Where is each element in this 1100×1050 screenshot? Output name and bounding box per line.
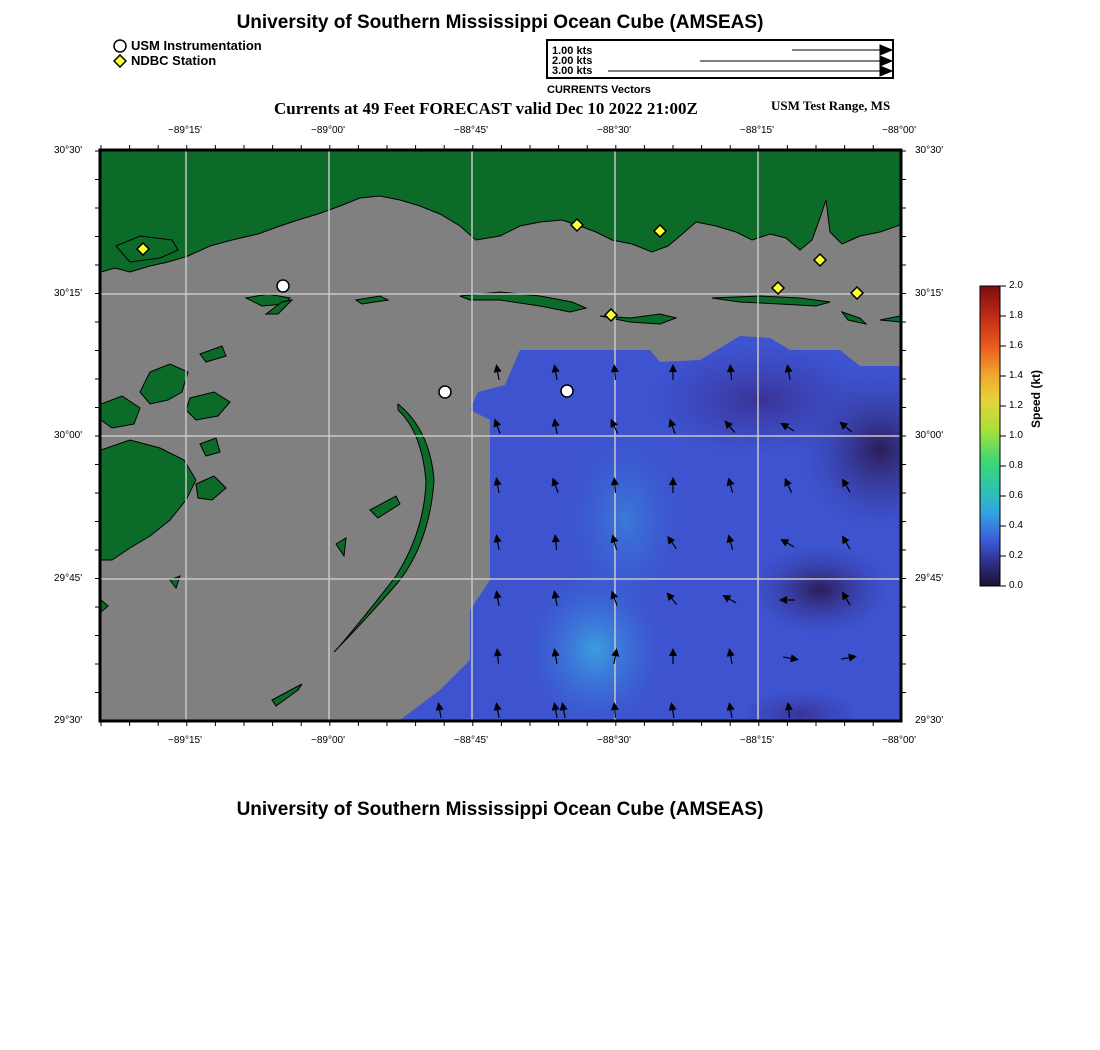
left-tick-label: 29°45'	[54, 573, 83, 584]
top-tick-label: −89°00'	[311, 125, 345, 136]
top-tick-label: −89°15'	[168, 125, 202, 136]
bottom-tick-label: −88°00'	[882, 735, 916, 746]
colorbar-tick-label: 1.6	[1009, 340, 1023, 351]
left-tick-label: 29°30'	[54, 715, 83, 726]
map-subtitle: Currents at 49 Feet FORECAST valid Dec 10 2022 21:00Z	[274, 99, 698, 118]
right-tick-label: 29°45'	[915, 573, 944, 584]
right-tick-label: 30°15'	[915, 288, 944, 299]
left-tick-label: 30°30'	[54, 145, 83, 156]
vector-scale-2: 2.00 kts	[552, 55, 593, 67]
legend-usm-label: USM Instrumentation	[131, 38, 262, 53]
top-tick-label: −88°15'	[740, 125, 774, 136]
page-title: University of Southern Mississippi Ocean Cube (AMSEAS)	[236, 12, 764, 33]
colorbar-tick-label: 2.0	[1009, 280, 1023, 291]
usm-instrument[interactable]	[561, 385, 573, 397]
colorbar-tick-label: 1.8	[1009, 310, 1023, 321]
right-tick-label: 29°30'	[915, 715, 944, 726]
colorbar-label: Speed (kt)	[1029, 369, 1043, 428]
right-tick-label: 30°30'	[915, 145, 944, 156]
top-tick-label: −88°45'	[454, 125, 488, 136]
colorbar-tick-label: 0.8	[1009, 460, 1023, 471]
vector-scale-3: 3.00 kts	[552, 65, 593, 77]
bottom-tick-label: −89°15'	[168, 735, 202, 746]
colorbar-tick-label: 0.6	[1009, 490, 1023, 501]
current-slow-area-2	[750, 545, 890, 635]
left-tick-label: 30°00'	[54, 430, 83, 441]
current-fast-area-2	[565, 430, 685, 610]
footer-title: University of Southern Mississippi Ocean Cube (AMSEAS)	[236, 799, 764, 820]
region-label: USM Test Range, MS	[771, 98, 891, 113]
bottom-tick-label: −89°00'	[311, 735, 345, 746]
usm-instrument[interactable]	[439, 386, 451, 398]
bottom-tick-label: −88°45'	[454, 735, 488, 746]
legend-ndbc-label: NDBC Station	[131, 53, 217, 68]
vector-scale-1: 1.00 kts	[552, 45, 593, 57]
colorbar-tick-label: 1.0	[1009, 430, 1023, 441]
colorbar-tick-label: 0.0	[1009, 580, 1023, 591]
usm-instrument[interactable]	[277, 280, 289, 292]
colorbar-tick-label: 0.2	[1009, 550, 1023, 561]
colorbar-tick-label: 1.2	[1009, 400, 1023, 411]
vector-title: CURRENTS Vectors	[547, 84, 651, 96]
left-tick-label: 30°15'	[54, 288, 83, 299]
vector-scale-arrows	[608, 45, 892, 76]
bottom-tick-label: −88°15'	[740, 735, 774, 746]
colorbar	[980, 286, 1000, 586]
colorbar-tick-label: 1.4	[1009, 370, 1023, 381]
colorbar-tick-label: 0.4	[1009, 520, 1023, 531]
bottom-tick-label: −88°30'	[597, 735, 631, 746]
right-tick-label: 30°00'	[915, 430, 944, 441]
current-slow-area-3	[650, 345, 870, 455]
top-tick-label: −88°00'	[882, 125, 916, 136]
top-tick-label: −88°30'	[597, 125, 631, 136]
colorbar-ticks	[1000, 286, 1006, 586]
